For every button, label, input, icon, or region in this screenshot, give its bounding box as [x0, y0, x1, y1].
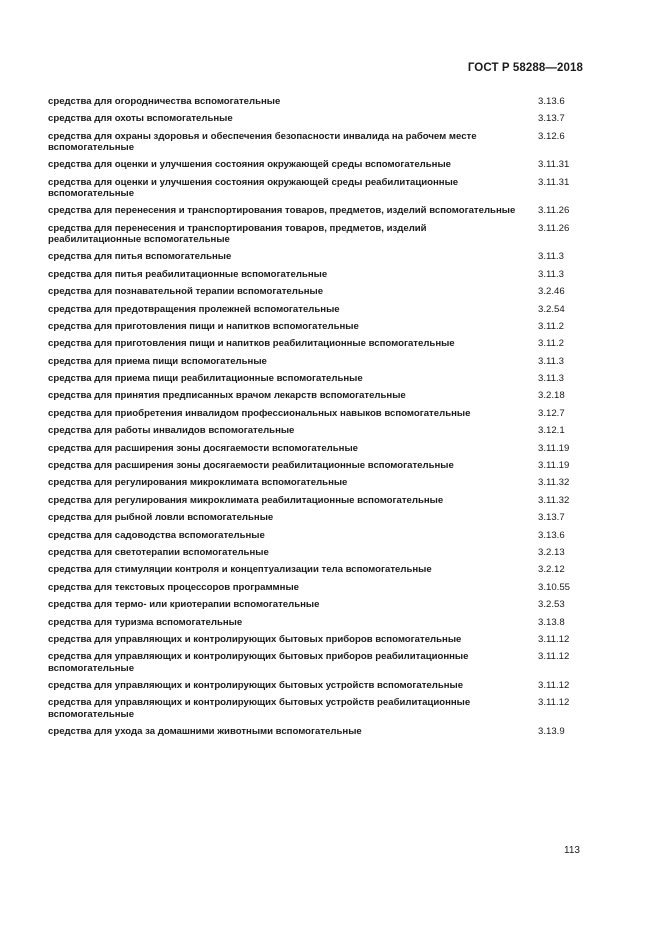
index-entry	[48, 599, 588, 610]
index-entry	[48, 530, 588, 541]
index-term: средства для оценки и улучшения состояния окружающей среды реабилитационные вспомогательные	[48, 176, 459, 199]
index-section-ref: 3.2.18	[538, 390, 565, 402]
index-section-ref: 3.11.3	[538, 251, 564, 263]
index-term: средства для управляющих и контролирующих бытовых устройств вспомогательные	[48, 679, 464, 691]
index-entry	[48, 443, 588, 454]
index-entry	[48, 477, 588, 488]
index-entry	[48, 495, 588, 506]
index-entry	[48, 131, 588, 153]
index-term: средства для рыбной ловли вспомогательные	[48, 512, 274, 524]
index-term: средства для управляющих и контролирующих бытовых приборов вспомогательные	[48, 633, 462, 645]
index-section-ref: 3.2.13	[538, 546, 565, 558]
index-term: средства для светотерапии вспомогательные	[48, 546, 269, 558]
index-term: средства для термо- или криотерапии вспомогательные	[48, 599, 320, 611]
index-entry	[48, 356, 588, 367]
index-section-ref: 3.12.1	[538, 425, 565, 437]
index-entry	[48, 617, 588, 628]
standard-code-header: ГОСТ Р 58288—2018	[467, 62, 583, 74]
index-entry	[48, 512, 588, 523]
index-section-ref: 3.13.8	[538, 616, 565, 628]
index-entry	[48, 96, 588, 107]
index-entry	[48, 634, 588, 645]
index-section-ref: 3.11.3	[538, 355, 564, 367]
index-term: средства для ухода за домашними животными вспомогательные	[48, 725, 362, 737]
index-section-ref: 3.13.6	[538, 529, 565, 541]
index-term: средства для огородничества вспомогательные	[48, 96, 281, 107]
index-section-ref: 3.11.26	[538, 205, 570, 217]
index-section-ref: 3.13.7	[538, 113, 565, 125]
index-term: средства для охоты вспомогательные	[48, 113, 233, 125]
index-term: средства для познавательной терапии вспомогательные	[48, 286, 324, 298]
index-term: средства для регулирования микроклимата реабилитационные вспомогательные	[48, 494, 444, 506]
index-entry	[48, 564, 588, 575]
index-entry	[48, 726, 588, 737]
index-entry	[48, 373, 588, 384]
index-entry	[48, 304, 588, 315]
page-number: 113	[564, 845, 580, 856]
index-section-ref: 3.11.2	[538, 338, 564, 350]
index-entry	[48, 159, 588, 170]
index-section-ref: 3.11.26	[538, 222, 570, 234]
index-term: средства для питья реабилитационные вспомогательные	[48, 268, 328, 280]
index-entry	[48, 460, 588, 471]
index-section-ref: 3.2.12	[538, 564, 565, 576]
index-section-ref: 3.13.7	[538, 512, 565, 524]
index-section-ref: 3.11.12	[538, 651, 570, 663]
index-entry	[48, 582, 588, 593]
index-term: средства для питья вспомогательные	[48, 251, 232, 263]
index-entry	[48, 269, 588, 280]
index-entry	[48, 697, 588, 719]
index-entry	[48, 680, 588, 691]
index-term: средства для охраны здоровья и обеспечения безопасности инвалида на рабочем месте вспомогательные	[48, 130, 477, 153]
index-term: средства для текстовых процессоров программные	[48, 581, 299, 593]
index-term: средства для работы инвалидов вспомогательные	[48, 425, 295, 437]
index-term: средства для перенесения и транспортирования товаров, предметов, изделий реабилитационные вспомогательные	[48, 222, 427, 245]
index-section-ref: 3.11.31	[538, 159, 570, 171]
index-term: средства для предотвращения пролежней вспомогательные	[48, 303, 340, 315]
index-section-ref: 3.2.54	[538, 303, 565, 315]
index-entry	[48, 321, 588, 332]
index-section-ref: 3.11.3	[538, 373, 564, 385]
index-term: средства для расширения зоны досягаемости реабилитационные вспомогательные	[48, 460, 454, 472]
index-term: средства для приготовления пищи и напитков реабилитационные вспомогательные	[48, 338, 455, 350]
index-term: средства для расширения зоны досягаемости вспомогательные	[48, 442, 359, 454]
index-section-ref: 3.11.31	[538, 176, 570, 188]
index-term: средства для приема пищи вспомогательные	[48, 355, 267, 367]
index-section-ref: 3.11.12	[538, 633, 570, 645]
index-section-ref: 3.11.32	[538, 477, 570, 489]
index-entry	[48, 408, 588, 419]
index-section-ref: 3.11.12	[538, 679, 570, 691]
index-section-ref: 3.11.12	[538, 697, 570, 709]
index-section-ref: 3.11.32	[538, 494, 570, 506]
index-entry	[48, 547, 588, 558]
index-entry	[48, 177, 588, 199]
index-entry	[48, 338, 588, 349]
index-section-ref: 3.12.6	[538, 130, 565, 142]
index-section-ref: 3.11.19	[538, 442, 570, 454]
index-term: средства для стимуляции контроля и концептуализации тела вспомогательные	[48, 564, 432, 576]
index-term: средства для приготовления пищи и напитков вспомогательные	[48, 320, 359, 332]
index-entry	[48, 390, 588, 401]
term-index-list	[48, 96, 588, 743]
index-entry	[48, 286, 588, 297]
index-term: средства для управляющих и контролирующих бытовых устройств реабилитационные вспомогательные	[48, 697, 471, 720]
index-entry	[48, 651, 588, 673]
index-section-ref: 3.12.7	[538, 407, 565, 419]
index-term: средства для перенесения и транспортирования товаров, предметов, изделий вспомогательные	[48, 205, 516, 217]
index-entry	[48, 425, 588, 436]
index-entry	[48, 113, 588, 124]
index-entry	[48, 223, 588, 245]
index-section-ref: 3.13.9	[538, 725, 565, 737]
index-section-ref: 3.2.46	[538, 286, 565, 298]
index-term: средства для регулирования микроклимата вспомогательные	[48, 477, 348, 489]
index-term: средства для приема пищи реабилитационные вспомогательные	[48, 373, 363, 385]
index-term: средства для приобретения инвалидом профессиональных навыков вспомогательные	[48, 407, 471, 419]
index-term: средства для оценки и улучшения состояния окружающей среды вспомогательные	[48, 159, 452, 171]
index-term: средства для управляющих и контролирующих бытовых приборов реабилитационные вспомогательные	[48, 651, 469, 674]
index-entry	[48, 205, 588, 216]
index-section-ref: 3.11.19	[538, 460, 570, 472]
index-section-ref: 3.2.53	[538, 599, 565, 611]
index-section-ref: 3.10.55	[538, 581, 571, 593]
index-section-ref: 3.13.6	[538, 96, 565, 107]
index-term: средства для принятия предписанных врачом лекарств вспомогательные	[48, 390, 406, 402]
index-term: средства для садоводства вспомогательные	[48, 529, 265, 541]
index-entry	[48, 251, 588, 262]
index-term: средства для туризма вспомогательные	[48, 616, 243, 628]
index-section-ref: 3.11.2	[538, 320, 564, 332]
index-section-ref: 3.11.3	[538, 268, 564, 280]
